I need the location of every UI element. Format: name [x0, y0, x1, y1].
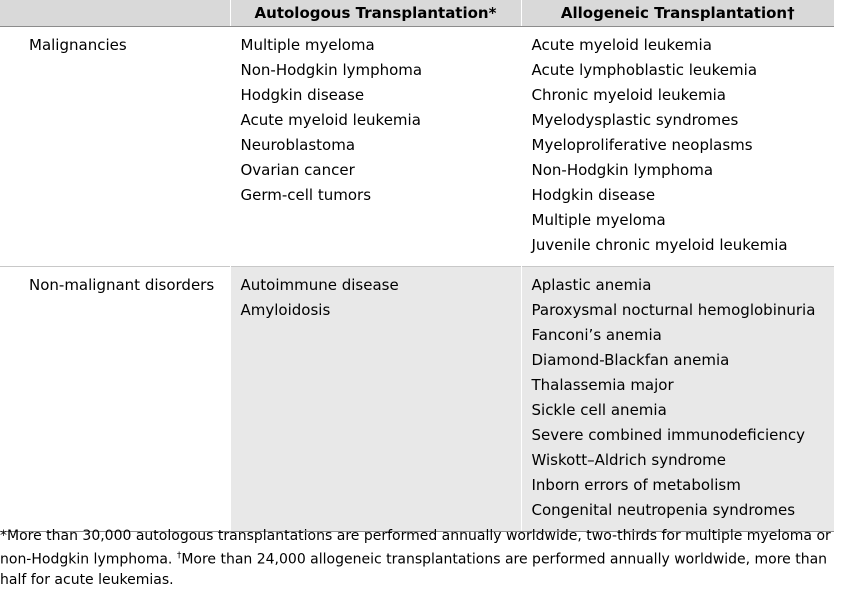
table-row [0, 267, 834, 532]
allogeneic-cell [521, 267, 834, 532]
autologous-cell [230, 27, 521, 267]
allogeneic-cell [521, 27, 834, 267]
allogeneic-item: Sickle cell anemia [531, 401, 667, 419]
table-header-row [0, 0, 834, 27]
allogeneic-item: Multiple myeloma [531, 211, 666, 229]
autologous-item: Non-Hodgkin lymphoma [240, 61, 423, 79]
category-cell: Malignancies [0, 27, 230, 267]
allogeneic-item: Juvenile chronic myeloid leukemia [531, 236, 788, 254]
category-cell: Non-malignant disorders [0, 267, 230, 532]
allogeneic-item: Myelodysplastic syndromes [531, 111, 739, 129]
allogeneic-item: Acute lymphoblastic leukemia [531, 61, 758, 79]
autologous-item: Ovarian cancer [240, 161, 355, 179]
footnote-dagger-symbol: † [176, 551, 182, 561]
autologous-cell [230, 267, 521, 532]
allogeneic-item: Paroxysmal nocturnal hemoglobinuria [531, 301, 816, 319]
table-body [0, 27, 834, 532]
allogeneic-item: Fanconi’s anemia [531, 326, 662, 344]
table-row [0, 27, 834, 267]
allogeneic-item: Congenital neutropenia syndromes [531, 501, 796, 519]
allogeneic-item: Hodgkin disease [531, 186, 656, 204]
autologous-item: Hodgkin disease [240, 86, 365, 104]
allogeneic-item: Myeloproliferative neoplasms [531, 136, 753, 154]
allogeneic-item: Non-Hodgkin lymphoma [531, 161, 714, 179]
autologous-item: Autoimmune disease [240, 276, 399, 294]
header-empty-cell [0, 0, 230, 27]
header-allogeneic: Allogeneic Transplantation† [521, 0, 834, 27]
allogeneic-item: Aplastic anemia [531, 276, 652, 294]
allogeneic-item: Thalassemia major [531, 376, 674, 394]
autologous-item: Neuroblastoma [240, 136, 356, 154]
allogeneic-item: Acute myeloid leukemia [531, 36, 712, 54]
allogeneic-item: Diamond-Blackfan anemia [531, 351, 730, 369]
table-footnote [0, 526, 850, 590]
allogeneic-item: Inborn errors of metabolism [531, 476, 741, 494]
autologous-item: Amyloidosis [240, 301, 331, 319]
footnote-autologous: *More than 30,000 autologous transplantations are performed annually worldwide, two-thirds for multiple myeloma or non-Hodgkin lymphoma. [0, 528, 831, 568]
header-autologous: Autologous Transplantation* [230, 0, 521, 27]
autologous-item: Germ-cell tumors [240, 186, 372, 204]
allogeneic-item: Wiskott–Aldrich syndrome [531, 451, 726, 469]
autologous-item: Multiple myeloma [240, 36, 375, 54]
allogeneic-item: Chronic myeloid leukemia [531, 86, 726, 104]
allogeneic-item: Severe combined immunodeficiency [531, 426, 805, 444]
autologous-item: Acute myeloid leukemia [240, 111, 421, 129]
footnote-allogeneic: More than 24,000 allogeneic transplantations are performed annually worldwide, more than half for acute leukemias. [0, 551, 828, 588]
